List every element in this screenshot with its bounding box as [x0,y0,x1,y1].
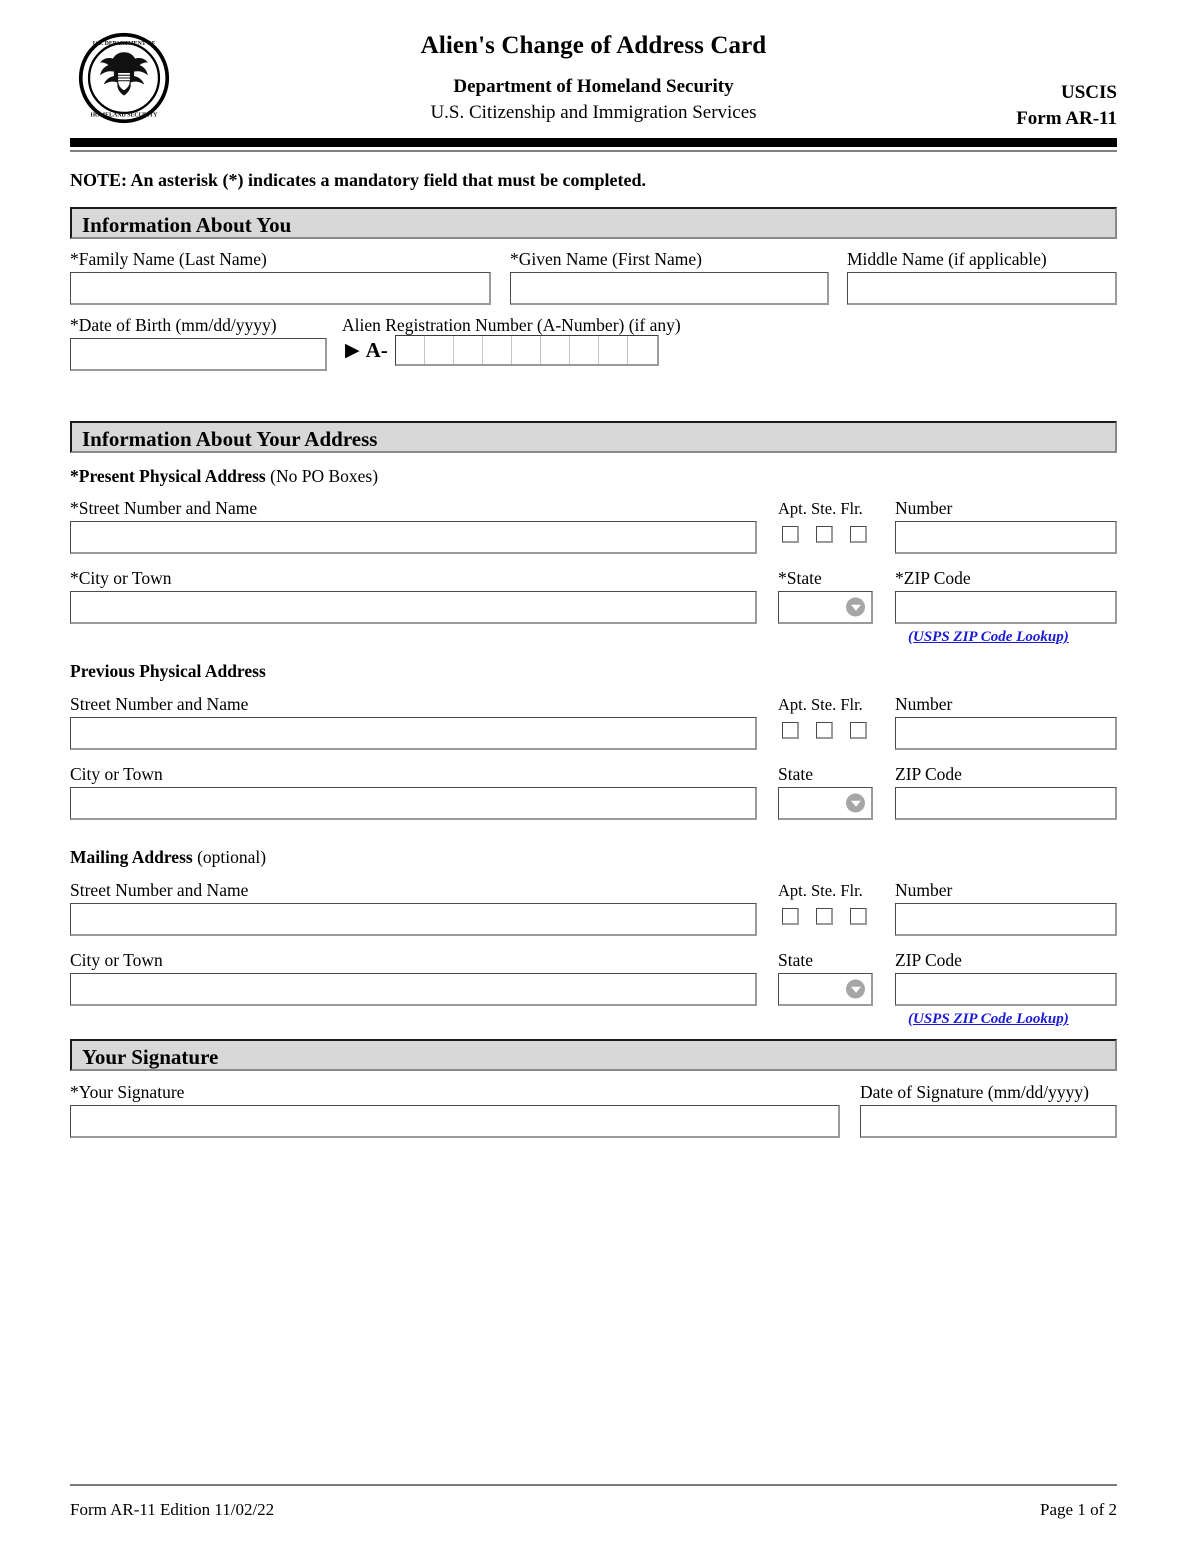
mailing-city-input[interactable] [70,973,757,1006]
present-address-title-bold: *Present Physical Address [70,466,266,486]
mailing-apt-checkbox[interactable] [782,908,799,925]
alien-number-cell[interactable] [628,336,657,364]
signature-date-label: Date of Signature (mm/dd/yyyy) [860,1082,1089,1102]
mailing-address-title [70,847,266,868]
present-address-title-rest: (No PO Boxes) [265,466,379,486]
present-address-title [70,466,378,487]
svg-text:HOMELAND SECURITY: HOMELAND SECURITY [90,112,158,119]
middle-name-label: Middle Name (if applicable) [847,249,1047,269]
previous-number-label: Number [895,694,953,714]
section-header-signature: Your Signature [70,1039,1117,1071]
previous-ste-checkbox[interactable] [816,722,833,739]
pointer-triangle-icon: ▶ [345,340,360,361]
page-header [70,22,1117,132]
previous-city-label: City or Town [70,764,163,784]
mailing-unit-label: Apt. Ste. Flr. [778,881,863,900]
mailing-number-input[interactable] [895,903,1117,936]
mailing-usps-zip-lookup-link[interactable]: (USPS ZIP Code Lookup) [908,1011,1069,1027]
previous-street-input[interactable] [70,717,757,750]
date-of-birth-label: *Date of Birth (mm/dd/yyyy) [70,315,277,335]
present-state-select[interactable] [778,591,873,624]
chevron-down-icon[interactable] [846,598,865,617]
footer-page-number: Page 1 of 2 [1040,1500,1117,1519]
section-header-about-you: Information About You [70,207,1117,239]
form-identifier [1016,80,1117,132]
alien-number-label: Alien Registration Number (A-Number) (if any) [342,315,681,335]
alien-number-cell[interactable] [396,336,425,364]
footer-form-edition: Form AR-11 Edition 11/02/22 [70,1500,275,1519]
mailing-unit-checkbox-group [782,908,867,925]
alien-number-cell[interactable] [483,336,512,364]
mailing-address-title-rest: (optional) [192,847,267,867]
given-name-label: *Given Name (First Name) [510,249,702,269]
family-name-input[interactable] [70,272,491,305]
previous-address-title-bold: Previous Physical Address [70,661,266,681]
department-name: Department of Homeland Security [453,76,734,97]
form-page [0,22,1187,1558]
alien-number-cells[interactable] [395,335,659,366]
present-unit-label: Apt. Ste. Flr. [778,499,863,518]
given-name-input[interactable] [510,272,829,305]
previous-address-title [70,661,266,682]
signature-input[interactable] [70,1105,840,1138]
alien-number-cell[interactable] [454,336,483,364]
agency-name: U.S. Citizenship and Immigration Services [430,102,757,123]
alien-number-cell[interactable] [425,336,454,364]
previous-unit-label: Apt. Ste. Flr. [778,695,863,714]
title-block [70,22,1117,124]
present-city-label: *City or Town [70,568,172,588]
previous-unit-checkbox-group [782,722,867,739]
mailing-flr-checkbox[interactable] [850,908,867,925]
present-zip-input[interactable] [895,591,1117,624]
previous-flr-checkbox[interactable] [850,722,867,739]
present-city-input[interactable] [70,591,757,624]
present-state-label: *State [778,568,822,588]
alien-number-cell[interactable] [541,336,570,364]
dhs-seal-icon [78,32,170,124]
mandatory-field-note: NOTE: An asterisk (*) indicates a mandatory field that must be completed. [70,170,646,190]
present-ste-checkbox[interactable] [816,526,833,543]
header-rule-thick [70,138,1117,147]
page-footer [70,1500,1117,1520]
previous-address-fields [70,649,1117,835]
alien-number-group [345,335,659,366]
footer-divider [70,1484,1117,1486]
mailing-street-input[interactable] [70,903,757,936]
section-header-about-address: Information About Your Address [70,421,1117,453]
previous-zip-label: ZIP Code [895,764,962,784]
previous-city-input[interactable] [70,787,757,820]
previous-apt-checkbox[interactable] [782,722,799,739]
signature-date-input[interactable] [860,1105,1117,1138]
mailing-address-fields [70,835,1117,1033]
chevron-down-icon[interactable] [846,794,865,813]
previous-zip-input[interactable] [895,787,1117,820]
mailing-ste-checkbox[interactable] [816,908,833,925]
previous-number-input[interactable] [895,717,1117,750]
date-of-birth-input[interactable] [70,338,327,371]
present-flr-checkbox[interactable] [850,526,867,543]
present-number-input[interactable] [895,521,1117,554]
alien-number-cell[interactable] [512,336,541,364]
about-you-fields [70,239,1117,399]
header-rule-thin [70,150,1117,152]
alien-number-cell[interactable] [599,336,628,364]
middle-name-input[interactable] [847,272,1117,305]
present-address-fields [70,453,1117,649]
present-apt-checkbox[interactable] [782,526,799,543]
family-name-label: *Family Name (Last Name) [70,249,267,269]
mailing-state-select[interactable] [778,973,873,1006]
page-title: Alien's Change of Address Card [420,32,767,59]
present-unit-checkbox-group [782,526,867,543]
form-number: Form AR-11 [1016,108,1117,129]
present-number-label: Number [895,498,953,518]
signature-fields [70,1071,1117,1151]
alien-number-prefix: A- [365,338,388,362]
mailing-state-label: State [778,950,813,970]
present-street-input[interactable] [70,521,757,554]
mailing-zip-input[interactable] [895,973,1117,1006]
mailing-zip-label: ZIP Code [895,950,962,970]
mailing-city-label: City or Town [70,950,163,970]
present-usps-zip-lookup-link[interactable]: (USPS ZIP Code Lookup) [908,629,1069,645]
chevron-down-icon[interactable] [846,980,865,999]
present-zip-label: *ZIP Code [895,568,971,588]
previous-street-label: Street Number and Name [70,694,249,714]
alien-number-cell[interactable] [570,336,599,364]
mailing-street-label: Street Number and Name [70,880,249,900]
previous-state-label: State [778,764,813,784]
svg-text:U.S. DEPARTMENT OF: U.S. DEPARTMENT OF [92,40,156,47]
agency-abbreviation: USCIS [1061,82,1117,103]
mailing-number-label: Number [895,880,953,900]
signature-label: *Your Signature [70,1082,185,1102]
present-street-label: *Street Number and Name [70,498,258,518]
mailing-address-title-bold: Mailing Address [70,847,193,867]
previous-state-select[interactable] [778,787,873,820]
